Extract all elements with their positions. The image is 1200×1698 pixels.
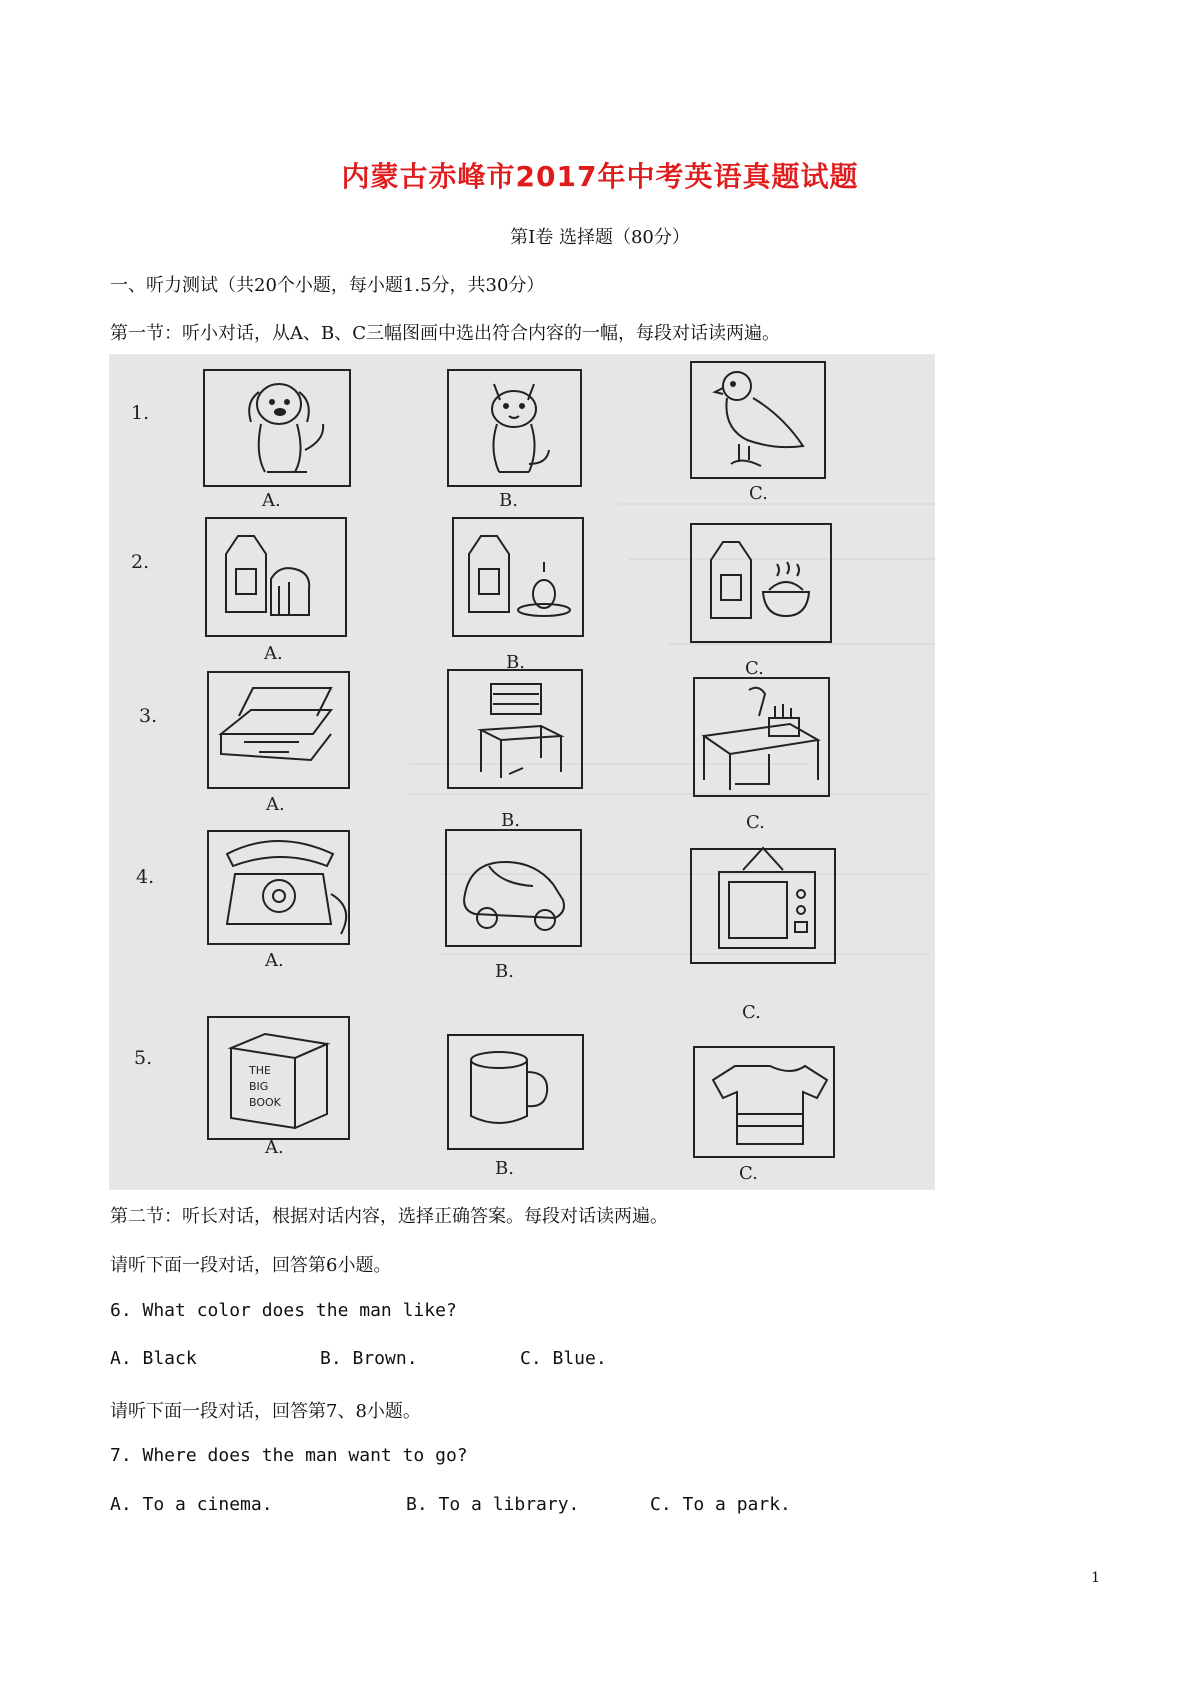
question-6: 6. What color does the man like? xyxy=(110,1300,457,1321)
page-number: 1 xyxy=(1091,1570,1100,1586)
dialogue-note: 请听下面一段对话，回答第7、8小题。 xyxy=(110,1401,421,1422)
question-7: 7. Where does the man want to go? xyxy=(110,1445,468,1466)
option-box[interactable] xyxy=(691,848,835,963)
option-letter: C. xyxy=(749,483,768,504)
question-number: 5. xyxy=(134,1047,153,1069)
option-c[interactable]: C. To a park. xyxy=(650,1494,791,1515)
option-letter: C. xyxy=(742,1002,761,1023)
option-box[interactable] xyxy=(208,1017,349,1139)
option-letter: B. xyxy=(506,652,525,673)
dog-icon xyxy=(249,384,323,472)
option-letter: C. xyxy=(746,812,765,833)
question-number: 3. xyxy=(139,705,158,727)
section-subtitle: 第Ⅰ卷 选择题（80分） xyxy=(510,227,690,248)
part1-heading: 一、听力测试（共20个小题，每小题1.5分，共30分） xyxy=(110,275,545,296)
cup-icon xyxy=(471,1052,547,1123)
option-box[interactable] xyxy=(691,524,831,642)
option-letter: A. xyxy=(265,950,284,971)
question-6-options xyxy=(110,1348,607,1369)
option-a[interactable]: A. Black xyxy=(110,1348,197,1369)
option-box[interactable] xyxy=(448,370,581,486)
book-cover-text: THE xyxy=(249,1064,271,1077)
option-letter: B. xyxy=(495,1158,514,1179)
option-box[interactable] xyxy=(206,518,346,636)
option-box[interactable] xyxy=(446,830,581,946)
bird-icon xyxy=(715,372,803,466)
listening-picture-grid xyxy=(109,354,935,1190)
option-letter: B. xyxy=(499,490,518,511)
section1-instruction: 第一节：听小对话，从A、B、C三幅图画中选出符合内容的一幅，每段对话读两遍。 xyxy=(110,323,780,344)
telephone-icon xyxy=(227,841,346,934)
question-number: 1. xyxy=(131,402,150,424)
book-cover-text: BOOK xyxy=(249,1096,281,1109)
option-box[interactable] xyxy=(448,670,582,788)
option-a[interactable]: A. To a cinema. xyxy=(110,1494,273,1515)
option-box[interactable] xyxy=(208,831,349,944)
question-number: 4. xyxy=(136,866,155,888)
option-b[interactable]: B. Brown. xyxy=(320,1348,418,1369)
option-c[interactable]: C. Blue. xyxy=(520,1348,607,1369)
tv-icon xyxy=(719,848,815,948)
option-letter: A. xyxy=(264,643,283,664)
t-shirt-icon xyxy=(713,1066,827,1144)
cat-icon xyxy=(492,384,549,472)
dialogue-note: 请听下面一段对话，回答第6小题。 xyxy=(110,1255,392,1276)
option-box[interactable] xyxy=(453,518,583,636)
option-box[interactable] xyxy=(694,1047,834,1157)
option-letter: B. xyxy=(495,961,514,982)
option-box[interactable] xyxy=(694,678,829,796)
page-title: 内蒙古赤峰市2017年中考英语真题试题 xyxy=(341,160,859,193)
milk-and-rice-icon xyxy=(711,542,809,618)
option-box[interactable] xyxy=(448,1035,583,1149)
option-letter: A. xyxy=(265,1137,284,1158)
option-letter: C. xyxy=(745,658,764,679)
option-letter: A. xyxy=(266,794,285,815)
option-letter: C. xyxy=(739,1163,758,1184)
toy-car-icon xyxy=(464,862,564,930)
option-letter: A. xyxy=(262,490,281,511)
question-7-options xyxy=(110,1494,791,1515)
option-box[interactable] xyxy=(208,672,349,788)
desk-icon xyxy=(704,688,818,790)
book-icon xyxy=(231,1034,327,1128)
option-letter: B. xyxy=(501,810,520,831)
option-box[interactable] xyxy=(691,362,825,478)
section2-instruction: 第二节：听长对话，根据对话内容，选择正确答案。每段对话读两遍。 xyxy=(110,1206,668,1227)
milk-and-bread-icon xyxy=(226,536,309,615)
book-cover-text: BIG xyxy=(249,1080,269,1093)
question-number: 2. xyxy=(131,551,150,573)
option-box[interactable] xyxy=(204,370,350,486)
milk-and-egg-icon xyxy=(469,536,570,616)
pencil-box-icon xyxy=(221,688,331,760)
option-b[interactable]: B. To a library. xyxy=(406,1494,580,1515)
